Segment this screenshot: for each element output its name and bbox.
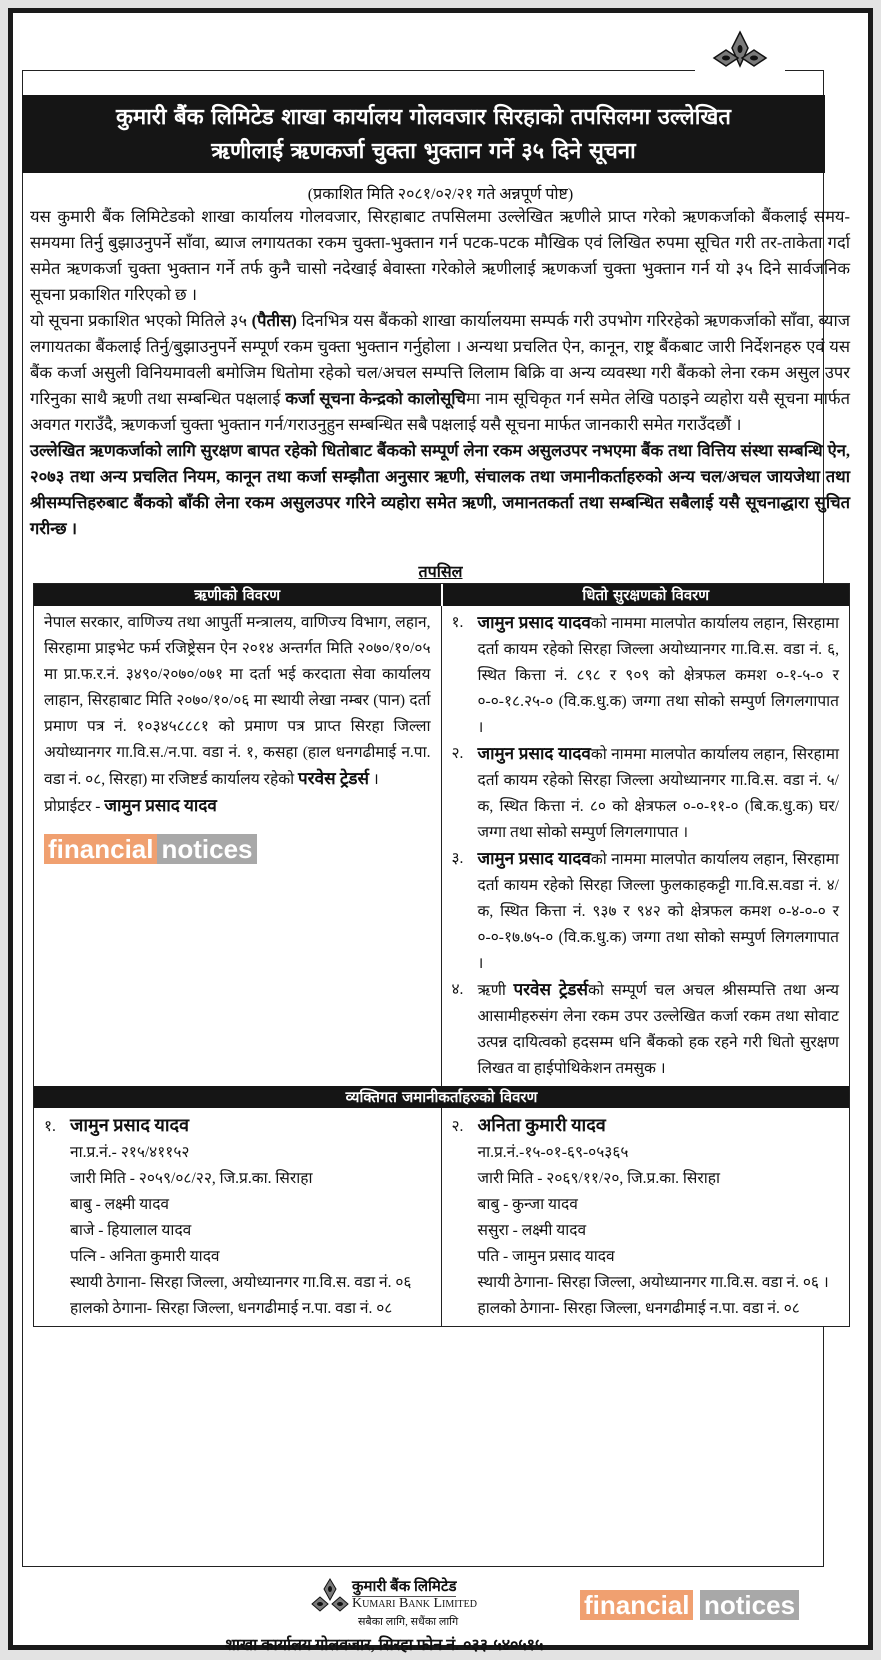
guarantor-header xyxy=(34,1086,849,1108)
watermark xyxy=(44,834,431,864)
credit-blacklist-text: कर्जा सूचना केन्द्रको कालोसूचि xyxy=(285,389,467,408)
guarantor-detail: बाबु - लक्ष्मी यादव xyxy=(70,1196,170,1213)
collateral-text: को नाममा मालपोत कार्यालय लहान, सिरहामा दर्ता कायम रहेको सिरहा जिल्ला फुलकाहकट्टी गा.वि.स.वडा नं. ४/क, स्थित कित्ता नं. ९३७ र ९४२ को क्षेत्रफल कमश ०-४-०-० र ०-०-१७.७५-० (वि.क.धु.क) जग्गा तथा सोको सम्पुर्ण लिगलगापात । xyxy=(477,851,839,972)
collateral-item xyxy=(452,977,840,1082)
p2-text-a: यो सूचना प्रकाशित भएको मितिले ३५ xyxy=(30,311,252,330)
p2-text-b: (पैतीस) xyxy=(251,311,297,330)
published-date: (प्रकाशित मिति २०८१/०२/२१ गते अन्नपूर्ण पोष्ट) xyxy=(307,186,574,203)
collateral-header: धितो सुरक्षणको विवरण xyxy=(582,586,710,604)
item-number: १. xyxy=(44,1118,56,1135)
guarantor-detail: पति - जामुन प्रसाद यादव xyxy=(477,1248,615,1265)
watermark-part-2: notices xyxy=(157,834,256,864)
collateral-prefix: ऋणी xyxy=(477,982,514,999)
item-number: ४. xyxy=(451,981,464,998)
title-line-1: कुमारी बैंक लिमिटेड शाखा कार्यालय गोलवजार सिरहाको तपसिलमा उल्लेखित xyxy=(116,105,731,130)
guarantor-2 xyxy=(442,1108,850,1326)
guarantor-header-label: व्यक्तिगत जमानीकर्ताहरुको विवरण xyxy=(345,1088,538,1106)
p2-text-e: मा नाम सूचिकृत गर्न समेत लेखि पठाइने व्यहोरा यसै सूचना मार्फत अवगत गराउँदै, ऋणकर्जा चुक्ता भुक्तान गर्न/गराउनुहुन सम्बन्धित सबै पक्षलाई यसै सूचना मार्फत जानकारी समेत गराउँदछौं । xyxy=(30,389,851,434)
bank-tagline: सबैका लागि, सधैंका लागि xyxy=(358,1616,459,1628)
details-table xyxy=(33,583,850,1327)
notice-body xyxy=(30,204,850,542)
watermark-part-1: financial xyxy=(44,834,157,864)
item-number: २. xyxy=(451,745,464,762)
branch-contact: शाखा कार्यालय गोलवजार, सिरहा फोन नं. ०३३-५४०५१५ xyxy=(225,1637,544,1654)
guarantor-name: अनिता कुमारी यादव xyxy=(477,1115,606,1135)
item-number: १. xyxy=(451,614,464,631)
guarantor-detail: जारी मिति - २०६९/११/२०, जि.प्र.का. सिराहा xyxy=(477,1170,720,1187)
item-number: २. xyxy=(451,1118,464,1135)
proprietor-label: प्रोप्राईटर - xyxy=(44,798,105,815)
owner-name: जामुन प्रसाद यादव xyxy=(477,613,591,632)
owner-name: जामुन प्रसाद यादव xyxy=(477,744,591,763)
title-line-2: ऋणीलाई ऋणकर्जा चुक्ता भुक्तान गर्ने ३५ दिने सूचना xyxy=(211,139,636,164)
paragraph-1: यस कुमारी बैंक लिमिटेडको शाखा कार्यालय गोलवजार, सिरहाबाट तपसिलमा उल्लेखित ऋणीले प्राप्त गरेको ऋणकर्जाको बैंकलाई समय-समयमा तिर्नु बुझाउनुपर्ने साँवा, ब्याज लगायतका रकम चुक्ता-भुक्तान गर्न पटक-पटक मौखिक एवं लिखित रुपमा सूचित गरी तर-ताकेता गर्दा समेत ऋणकर्जा चुक्ता भुक्तान गर्ने तर्फ कुनै चासो नदेखाई बेवास्ता गरेकोले ऋणीलाई ऋणकर्जा चुक्ता भुक्तान गर्न यो ३५ दिने सार्वजनिक सूचना प्रकाशित गरिएको छ । xyxy=(30,207,850,304)
guarantor-detail: हालको ठेगाना- सिरहा जिल्ला, धनगढीमाई न.पा. वडा नं. ०८ xyxy=(477,1300,800,1317)
guarantor-name: जामुन प्रसाद यादव xyxy=(70,1115,190,1135)
table-row xyxy=(34,1108,849,1326)
guarantor-detail: ना.प्र.नं.-१५-०१-६९-०५३६५ xyxy=(477,1144,629,1161)
table-header xyxy=(34,584,849,606)
owner-name: परवेस ट्रेडर्स xyxy=(513,980,589,999)
guarantor-detail: स्थायी ठेगाना- सिरहा जिल्ला, अयोध्यानगर गा.वि.स. वडा नं. ०६ xyxy=(70,1274,412,1291)
watermark-footer-part-2: notices xyxy=(700,1590,799,1620)
guarantor-detail: हालको ठेगाना- सिरहा जिल्ला, धनगढीमाई न.पा. वडा नं. ०८ xyxy=(70,1300,393,1317)
p2-text-c: दिनभित्र यस बैंकको शाखा कार्यालयमा सम्पर्क गरी उपभोग गरिरहेको ऋणकर्जाको साँवा, ब्याज लगायतका बैंकलाई तिर्नु/बुझाउनुपर्ने सम्पूर्ण रकम चुक्ता भुक्तान गर्नुहोला । अन्यथा प्रचलित ऐन, कानून, राष्ट्र बैंकबाट जारी निर्देशनहरु एवं यस बैंक कर्जा असुली विनियमावली बमोजिम धितोमा रहेको चल/अचल सम्पत्ति लिलाम बिक्रि वा अन्य व्यवस्था गरी बैंकको लेना रकम असुल उपर गरिनुका साथै ऋणी तथा सम्बन्धित पक्षलाई xyxy=(30,311,850,408)
guarantor-detail: स्थायी ठेगाना- सिरहा जिल्ला, अयोध्यानगर गा.वि.स. वडा नं. ०६ । xyxy=(477,1274,829,1291)
collateral-item xyxy=(452,846,840,977)
collateral-item xyxy=(452,610,840,741)
guarantor-1 xyxy=(34,1108,442,1326)
collateral-text: को नाममा मालपोत कार्यालय लहान, सिरहामा दर्ता कायम रहेको सिरहा जिल्ला अयोध्यानगर गा.वि.स. वडा नं. ५/क, स्थित कित्ता नं. ८० को क्षेत्रफल ०-०-११-० (बि.क.धु.क) घर/जग्गा तथा सोको सम्पुर्ण लिगलगापात । xyxy=(477,746,839,841)
item-number: ३. xyxy=(451,850,464,867)
proprietor-name: जामुन प्रसाद यादव xyxy=(104,796,217,815)
kumari-bank-logo-icon xyxy=(695,30,785,75)
schedule-heading: तपसिल xyxy=(418,564,463,581)
guarantor-detail: ससुरा - लक्ष्मी यादव xyxy=(477,1222,587,1239)
borrower-header: ऋणीको विवरण xyxy=(34,584,443,606)
notice-title xyxy=(22,95,825,173)
kumari-bank-logo-icon xyxy=(310,1578,350,1618)
collateral-details xyxy=(442,606,850,1086)
guarantor-detail: बाजे - हियालाल यादव xyxy=(70,1222,192,1239)
guarantor-detail: बाबु - कुन्जा यादव xyxy=(477,1196,578,1213)
borrower-firm: परवेस ट्रेडर्स xyxy=(298,769,369,788)
borrower-details xyxy=(34,606,442,1086)
proprietor-line xyxy=(44,793,431,820)
bank-name-english: Kumari Bank Limited xyxy=(352,1596,477,1611)
watermark-footer-part-1: financial xyxy=(580,1590,693,1620)
borrower-text: नेपाल सरकार, वाणिज्य तथा आपुर्ती मन्त्रालय, वाणिज्य विभाग, लहान, सिरहामा प्राइभेट फर्म रजिष्ट्रेसन ऐन २०१४ अन्तर्गत मिति २०७०/१०/०५ मा प्रा.फ.र.नं. ३४९०/२०७०/०७१ मा दर्ता भई करदाता सेवा कार्यालय लाहान, सिरहाबाट मिति २०७०/१०/०६ मा स्थायी लेखा नम्बर (पान) दर्ता प्रमाण पत्र नं. १०३४५८८८१ को प्रमाण पत्र प्राप्त सिरहा जिल्ला अयोध्यानगर गा.वि.स./न.पा. वडा नं. १, कसहा (हाल धनगढीमाई न.पा. वडा नं. ०८, सिरहा) मा रजिष्टर्ड कार्यालय रहेको xyxy=(44,614,431,788)
paragraph-2 xyxy=(30,308,850,438)
collateral-text: को नाममा मालपोत कार्यालय लहान, सिरहामा दर्ता कायम रहेको सिरहा जिल्ला अयोध्यानगर गा.वि.स. वडा नं. ६, स्थित कित्ता नं. ८९८ र ९०९ को क्षेत्रफल कमश ०-१-५-० र ०-०-१८.२५-० (वि.क.धु.क) जग्गा तथा सोको सम्पुर्ण लिगलगापात । xyxy=(477,615,839,736)
collateral-item xyxy=(452,741,840,846)
collateral-text: को सम्पूर्ण चल अचल श्रीसम्पत्ति तथा अन्य आसामीहरुसंग लेना रकम उपर उल्लेखित कर्जा रकम तथा सोवाट उत्पन्न दायित्वको हदसम्म धनि बैंकको हक रहने गरी धितो सुरक्षण लिखत वा हाईपोथिकेशन तमसुक । xyxy=(477,982,839,1077)
paragraph-3: उल्लेखित ऋणकर्जाको लागि सुरक्षण बापत रहेको धितोबाट बैंकको सम्पूर्ण लेना रकम असुलउपर नभएमा बैंक तथा वित्तिय संस्था सम्बन्धि ऐन, २०७३ तथा अन्य प्रचलित नियम, कानून तथा कर्जा सम्झौता अनुसार ऋणी, संचालक तथा जमानीकर्ताहरुको अन्य चल/अचल जायजेथा तथा श्रीसम्पत्तिहरुबाट बैंकको बाँकी लेना रकम असुलउपर गरिने व्यहोरा समेत ऋणी, जमानतकर्ता तथा सम्बन्धित सबैलाई यसै सूचनाद्धारा सुचित गरीन्छ । xyxy=(30,441,850,538)
guarantor-detail: ना.प्र.नं.- २१५/४११५२ xyxy=(70,1144,190,1161)
bank-name-nepali: कुमारी बैंक लिमिटेड xyxy=(352,1576,456,1597)
table-row xyxy=(34,606,849,1086)
owner-name: जामुन प्रसाद यादव xyxy=(477,849,591,868)
guarantor-detail: जारी मिति - २०५९/०८/२२, जि.प्र.का. सिराहा xyxy=(70,1170,313,1187)
borrower-end: । xyxy=(369,771,379,788)
guarantor-detail: पत्नि - अनिता कुमारी यादव xyxy=(70,1248,220,1265)
